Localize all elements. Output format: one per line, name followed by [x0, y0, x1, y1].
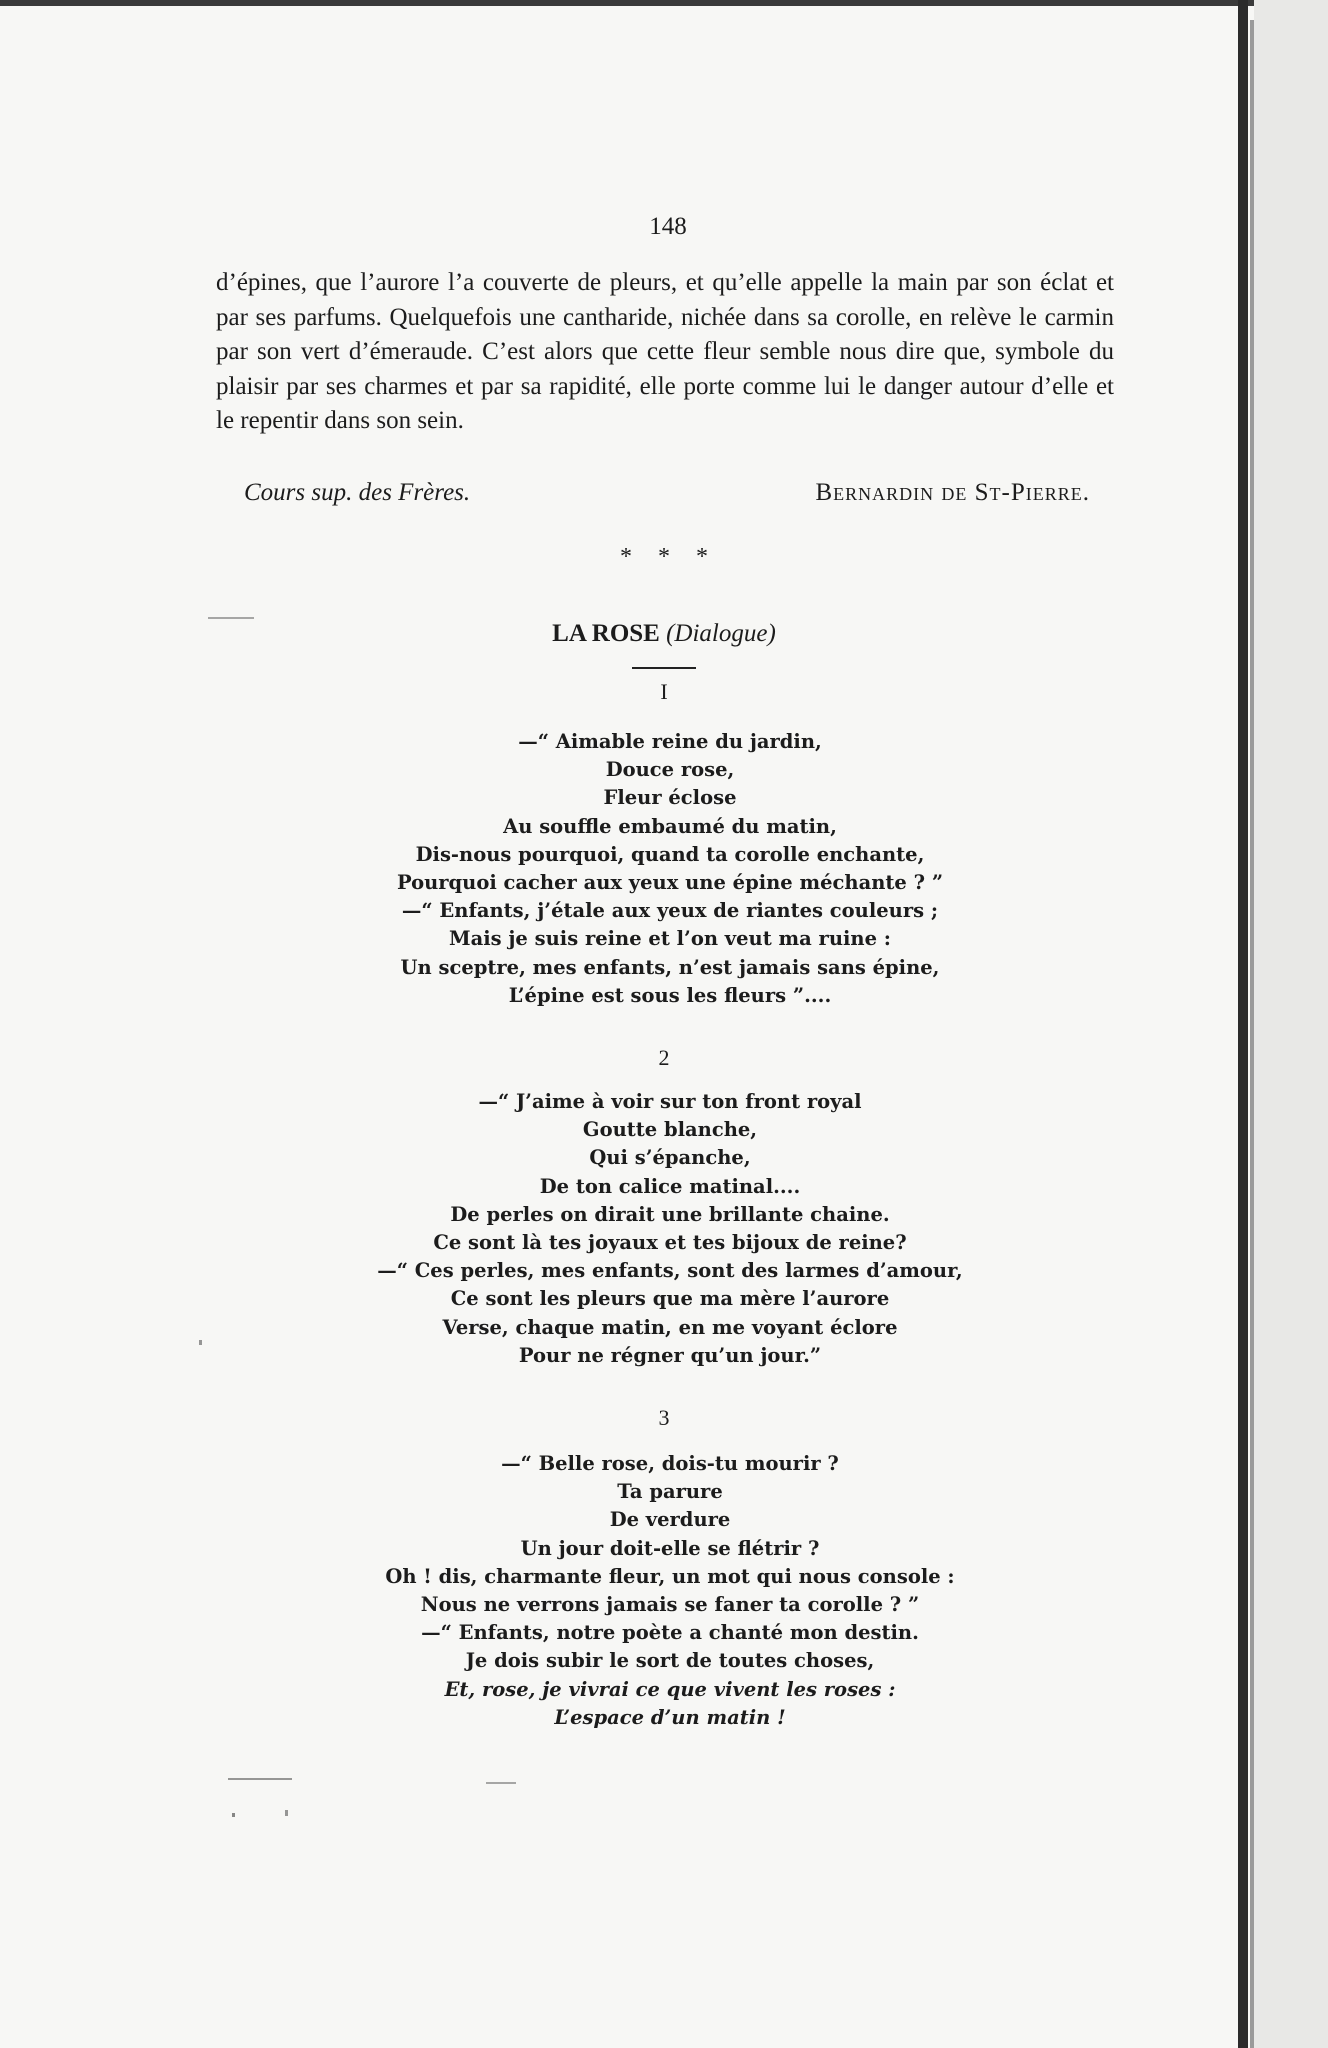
verse-line: Ce sont les pleurs que ma mère l’aurore: [450, 1287, 890, 1311]
print-speck: [232, 1813, 235, 1817]
page-number: 148: [649, 213, 687, 240]
print-speck: [208, 617, 254, 619]
verse-line: —“ Aimable reine du jardin,: [518, 730, 822, 753]
verse-line: Un sceptre, mes enfants, n’est jamais sans épine,: [400, 955, 940, 979]
section-separator: * * *: [620, 544, 718, 570]
print-speck: [228, 1778, 292, 1780]
verse-line: Qui s’épanche,: [589, 1146, 751, 1170]
verse-line: Dis-nous pourquoi, quand ta corolle enchante,: [415, 842, 925, 866]
print-speck: [199, 1340, 202, 1345]
verse-line: —“ Enfants, notre poète a chanté mon destin.: [421, 1621, 919, 1645]
poem-title-sub: (Dialogue): [666, 620, 776, 647]
verse-line: —“ Belle rose, dois-tu mourir ?: [501, 1452, 839, 1475]
poem-title-main: LA ROSE: [552, 620, 660, 647]
print-speck: [486, 1782, 516, 1784]
verse-line: Goutte blanche,: [582, 1118, 758, 1142]
verse-line: —“ Ces perles, mes enfants, sont des larmes d’amour,: [377, 1259, 963, 1283]
stanza-number: 2: [658, 1045, 670, 1070]
verse-line: —“ J’aime à voir sur ton front royal: [478, 1090, 862, 1113]
verse-line: L’épine est sous les fleurs ”....: [508, 983, 832, 1007]
verse-line: Un jour doit-elle se flétrir ?: [520, 1536, 820, 1560]
verse-line: De ton calice matinal....: [539, 1174, 801, 1198]
verse-line: Nous ne verrons jamais se faner ta corolle ? ”: [420, 1593, 920, 1617]
verse-line: De verdure: [609, 1508, 731, 1532]
verse-line: Pourquoi cacher aux yeux une épine méchante ? ”: [396, 871, 944, 895]
adjacent-page-strip: [1254, 0, 1328, 2048]
print-speck: [285, 1810, 288, 1816]
verse-line: —“ Enfants, j’étale aux yeux de riantes couleurs ;: [401, 899, 939, 923]
poem-title: [0, 620, 1328, 648]
stanza-number: I: [660, 679, 668, 704]
verse-line: Verse, chaque matin, en me voyant éclore: [442, 1315, 898, 1339]
verse-line: Au souffle embaumé du matin,: [503, 814, 837, 838]
verse-line: Ta parure: [617, 1480, 723, 1504]
verse-line: Mais je suis reine et l’on veut ma ruine :: [448, 927, 891, 951]
prose-paragraph: [216, 266, 1114, 439]
title-rule: [632, 667, 696, 669]
page-gutter-shadow: [1238, 0, 1248, 2048]
verse-line: Pour ne régner qu’un jour.”: [518, 1343, 822, 1367]
attribution-author: Bernardin de St-Pierre.: [815, 479, 1090, 506]
verse-line: Ce sont là tes joyaux et tes bijoux de reine?: [433, 1231, 907, 1255]
verse-line: De perles on dirait une brillante chaine.: [450, 1202, 890, 1226]
verse-line: Fleur éclose: [603, 786, 737, 810]
verse-line: Je dois subir le sort de toutes choses,: [465, 1649, 875, 1673]
stanza-2: [300, 1088, 1040, 1370]
stanza-number: 3: [658, 1405, 670, 1430]
verse-line-italic: L’espace d’un matin !: [554, 1705, 786, 1729]
verse-line: Douce rose,: [605, 758, 735, 782]
stanza-3: [300, 1450, 1040, 1732]
attribution-source: Cours sup. des Frères.: [244, 479, 471, 506]
attribution-line: [244, 479, 1090, 513]
top-edge-shadow: [0, 0, 1262, 6]
prose-text: d’épines, que l’aurore l’a couverte de pleurs, et qu’elle appelle la main par son éclat et par ses parfums. Quelquefois une cantharide, nichée dans sa corolle, en relève le carmin par son vert d’émeraude. C’est alors que cette fleur semble nous dire que, symbole du plaisir par ses charmes et par sa rapidité, elle porte comme lui le danger autour d’elle et le repentir dans son sein.: [216, 269, 1114, 434]
verse-line: Oh ! dis, charmante fleur, un mot qui nous console :: [385, 1564, 955, 1588]
verse-line-italic: Et, rose, je vivrai ce que vivent les roses :: [444, 1677, 896, 1701]
stanza-1: [300, 728, 1040, 1010]
